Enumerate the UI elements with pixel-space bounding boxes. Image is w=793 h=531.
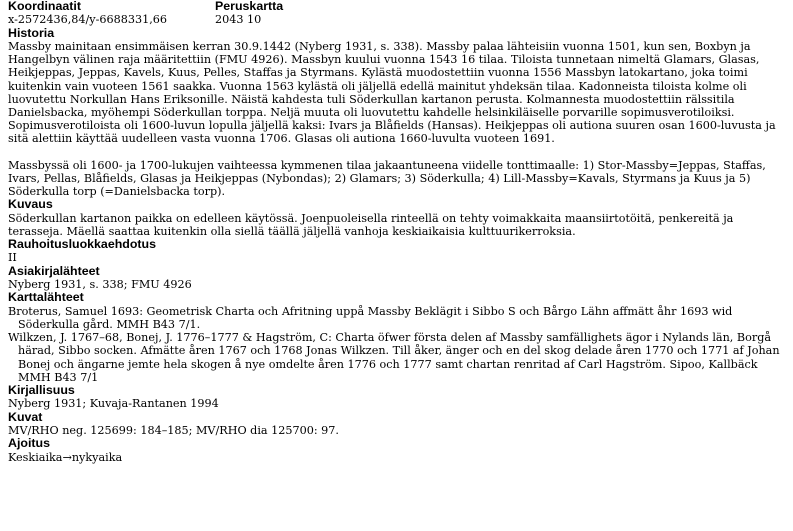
- history-paragraph-1: Massby mainitaan ensimmäisen kerran 30.9.1442 (Nyberg 1931, s. 338). Massby palaa lähteisiin vuonna 1501, kun sen, Boxbyn ja Hangelbyn välinen raja määritettiin (FMU 4926). Massbyn kuului vuonna 1543 16 tilaa. Tiloista tunnetaan nimeltä Glamars, Glasas, Heikjeppas, Jeppas, Kavels, Kuus, Pelles, Staffas ja Styrmans. Kylästä muodostettiin vuonna 1556 Massbyn latokartano, joka toimi kuitenkin vain vuoteen 1561 saakka. Vuonna 1563 kylästä oli jäljellä edellä mainitut yhdeksän tilaa. Kadonneista tiloista kolme oli luovutettu Norkullan Hans Eriksonille. Näistä kahdesta tuli Söderkullan kartanon perusta. Kolmannesta muodostettiin rälssitila Danielsbacka, myöhempi Söderkullan torppa. Neljä muuta oli luovutettu kahdelle helsinkiläiselle porvarille sopimusverotiloiksi. Sopimusverotiloista oli 1600-luvun lopulla jäljellä kaksi: Ivars ja Blåfields (Hansas). Heikjeppas oli autiona suuren osan 1600-luvusta ja sitä alettiin käyttää uudelleen vasta vuonna 1706. Glasas oli autiona 1660-luvulta vuoteen 1691.: [8, 40, 776, 146]
- images-text: MV/RHO neg. 125699: 184–185; MV/RHO dia 125700: 97.: [8, 423, 339, 437]
- description-heading: Kuvaus: [8, 197, 53, 212]
- images-heading: Kuvat: [8, 409, 43, 424]
- dating-heading: Ajoitus: [8, 436, 50, 451]
- dating-text: Keskiaika→nykyaika: [8, 450, 123, 464]
- history-paragraph-2: Massbyssä oli 1600- ja 1700-lukujen vaihteessa kymmenen tilaa jakaantuneena viidelle tonttimaalle: 1) Stor-Massby=Jeppas, Staffas, Ivars, Pellas, Blåfields, Glasas ja Heikjeppas (Nybondas); 2) Glamars; 3) Söderkulla; 4) Lill-Massby=Kavals, Styrmans ja Kuus ja 5) Söderkulla torp (=Danielsbacka torp).: [8, 158, 766, 199]
- literature-heading: Kirjallisuus: [8, 382, 75, 397]
- map-source-item: Broterus, Samuel 1693: Geometrisk Charta och Afritning uppå Massby Beklägit i Sibbo S och Bårgo Lähn affmätt åhr 1693 wid Söderkulla gård. MMH B43 7/1.: [8, 304, 733, 331]
- base-map-value: 2043 10: [215, 13, 262, 27]
- coordinates-heading: Koordinaatit: [8, 0, 81, 13]
- description-text: Söderkullan kartanon paikka on edelleen käytössä. Joenpuoleisella rinteellä on tehty voimakkaita maansiirtotöitä, penkereitä ja terasseja. Mäellä saattaa kuitenkin olla siellä täällä jäljellä vanhoja keskiaikaisia kulttuurikerroksia.: [8, 211, 734, 238]
- map-source-item: Wilkzen, J. 1767–68, Bonej, J. 1776–1777 & Hagström, C: Charta öfwer första delen af Massby samfällighets ägor i Nylands län, Borgå härad, Sibbo socken. Afmätte åren 1767 och 1768 Jonas Wilkzen. Till åker, änger och en del skog delade åren 1770 och 1771 af Johan Bonej och ängarne jemte hela skogen å nye omdelte åren 1776 och 1777 samt chartan renritad af Carl Hagström. Sipoo, Kallbäck MMH B43 7/1: [8, 331, 780, 384]
- coordinates-value: x-2572436,84/y-6688331,66: [8, 13, 167, 27]
- document-sources-heading: Asiakirjalähteet: [8, 263, 100, 278]
- base-map-block: [215, 0, 785, 27]
- history-heading: Historia: [8, 25, 55, 40]
- header-row: [8, 0, 785, 27]
- base-map-heading: Peruskartta: [215, 0, 284, 13]
- literature-text: Nyberg 1931; Kuvaja-Rantanen 1994: [8, 397, 219, 411]
- map-sources-heading: Karttalähteet: [8, 290, 84, 305]
- protection-class-heading: Rauhoitusluokkaehdotus: [8, 237, 157, 252]
- coordinates-block: [8, 0, 215, 27]
- document-sources-text: Nyberg 1931, s. 338; FMU 4926: [8, 278, 192, 292]
- protection-class-value: II: [8, 251, 17, 265]
- paragraph-spacer: [8, 146, 785, 159]
